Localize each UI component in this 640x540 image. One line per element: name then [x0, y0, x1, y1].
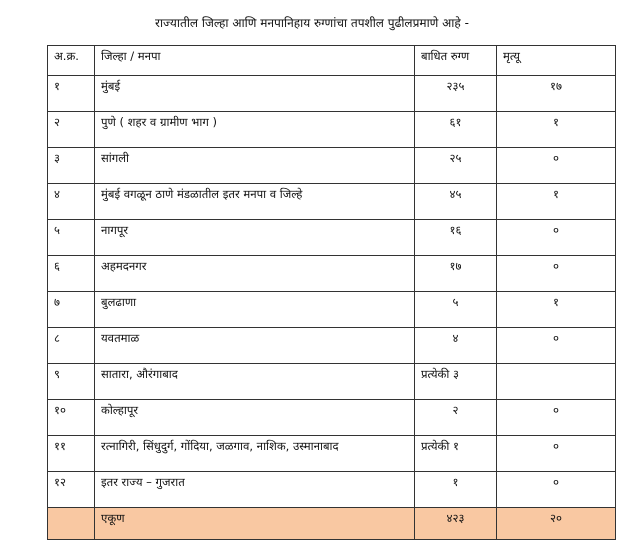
cell-cases: १७	[415, 256, 497, 292]
table-row	[48, 328, 616, 364]
cell-cases: ४५	[415, 184, 497, 220]
cell-serial-no: ४	[48, 184, 95, 220]
cell-district: पुणे ( शहर व ग्रामीण भाग )	[95, 112, 415, 148]
cell-serial-no: १०	[48, 400, 95, 436]
cell-cases: प्रत्येकी १	[415, 436, 497, 472]
cell-cases: २५	[415, 148, 497, 184]
cell-deaths: ०	[497, 436, 616, 472]
cell-district: मुंबई	[95, 76, 415, 112]
table-row	[48, 292, 616, 328]
cell-cases: २३५	[415, 76, 497, 112]
district-cases-table	[47, 45, 616, 540]
cell-district: बुलढाणा	[95, 292, 415, 328]
page-title: राज्यातील जिल्हा आणि मनपानिहाय रुग्णांचा तपशील पुढीलप्रमाणे आहे -	[155, 16, 469, 30]
cell-serial-no	[48, 508, 95, 540]
table-row	[48, 184, 616, 220]
cell-deaths: ०	[497, 220, 616, 256]
cell-deaths: ०	[497, 256, 616, 292]
cell-deaths: १	[497, 184, 616, 220]
cell-deaths: ०	[497, 148, 616, 184]
cell-serial-no: ९	[48, 364, 95, 400]
cell-district: रत्नागिरी, सिंधुदुर्ग, गोंदिया, जळगाव, नाशिक, उस्मानाबाद	[95, 436, 415, 472]
cell-cases: २	[415, 400, 497, 436]
table-row	[48, 76, 616, 112]
cell-district: एकूण	[95, 508, 415, 540]
cell-cases: ५	[415, 292, 497, 328]
table-row	[48, 148, 616, 184]
table-row	[48, 112, 616, 148]
cell-serial-no: ८	[48, 328, 95, 364]
cell-district: सातारा, औरंगाबाद	[95, 364, 415, 400]
cell-deaths	[497, 364, 616, 400]
cell-district: सांगली	[95, 148, 415, 184]
table-row	[48, 436, 616, 472]
table-header-row	[48, 46, 616, 76]
header-serial-no: अ.क्र.	[48, 46, 95, 76]
cell-serial-no: १२	[48, 472, 95, 508]
cell-serial-no: २	[48, 112, 95, 148]
cell-deaths: ०	[497, 400, 616, 436]
cell-district: इतर राज्य – गुजरात	[95, 472, 415, 508]
cell-cases: ४२३	[415, 508, 497, 540]
cell-serial-no: १	[48, 76, 95, 112]
cell-serial-no: ७	[48, 292, 95, 328]
cell-deaths: ०	[497, 472, 616, 508]
cell-district: मुंबई वगळून ठाणे मंडळातील इतर मनपा व जिल्हे	[95, 184, 415, 220]
table-row	[48, 256, 616, 292]
header-cases: बाधित रुग्ण	[415, 46, 497, 76]
cell-cases: १६	[415, 220, 497, 256]
cell-deaths: २०	[497, 508, 616, 540]
total-row	[48, 508, 616, 540]
cell-serial-no: ११	[48, 436, 95, 472]
cell-cases: १	[415, 472, 497, 508]
cell-district: नागपूर	[95, 220, 415, 256]
header-district: जिल्हा / मनपा	[95, 46, 415, 76]
table-row	[48, 400, 616, 436]
header-deaths: मृत्यू	[497, 46, 616, 76]
cell-deaths: ०	[497, 328, 616, 364]
cell-deaths: १	[497, 112, 616, 148]
cell-serial-no: ३	[48, 148, 95, 184]
cell-district: अहमदनगर	[95, 256, 415, 292]
cell-deaths: १	[497, 292, 616, 328]
cell-district: कोल्हापूर	[95, 400, 415, 436]
cell-cases: प्रत्येकी ३	[415, 364, 497, 400]
cell-cases: ४	[415, 328, 497, 364]
table-row	[48, 472, 616, 508]
cell-deaths: १७	[497, 76, 616, 112]
cell-cases: ६१	[415, 112, 497, 148]
cell-district: यवतमाळ	[95, 328, 415, 364]
table-row	[48, 220, 616, 256]
cell-serial-no: ५	[48, 220, 95, 256]
table-row	[48, 364, 616, 400]
cell-serial-no: ६	[48, 256, 95, 292]
